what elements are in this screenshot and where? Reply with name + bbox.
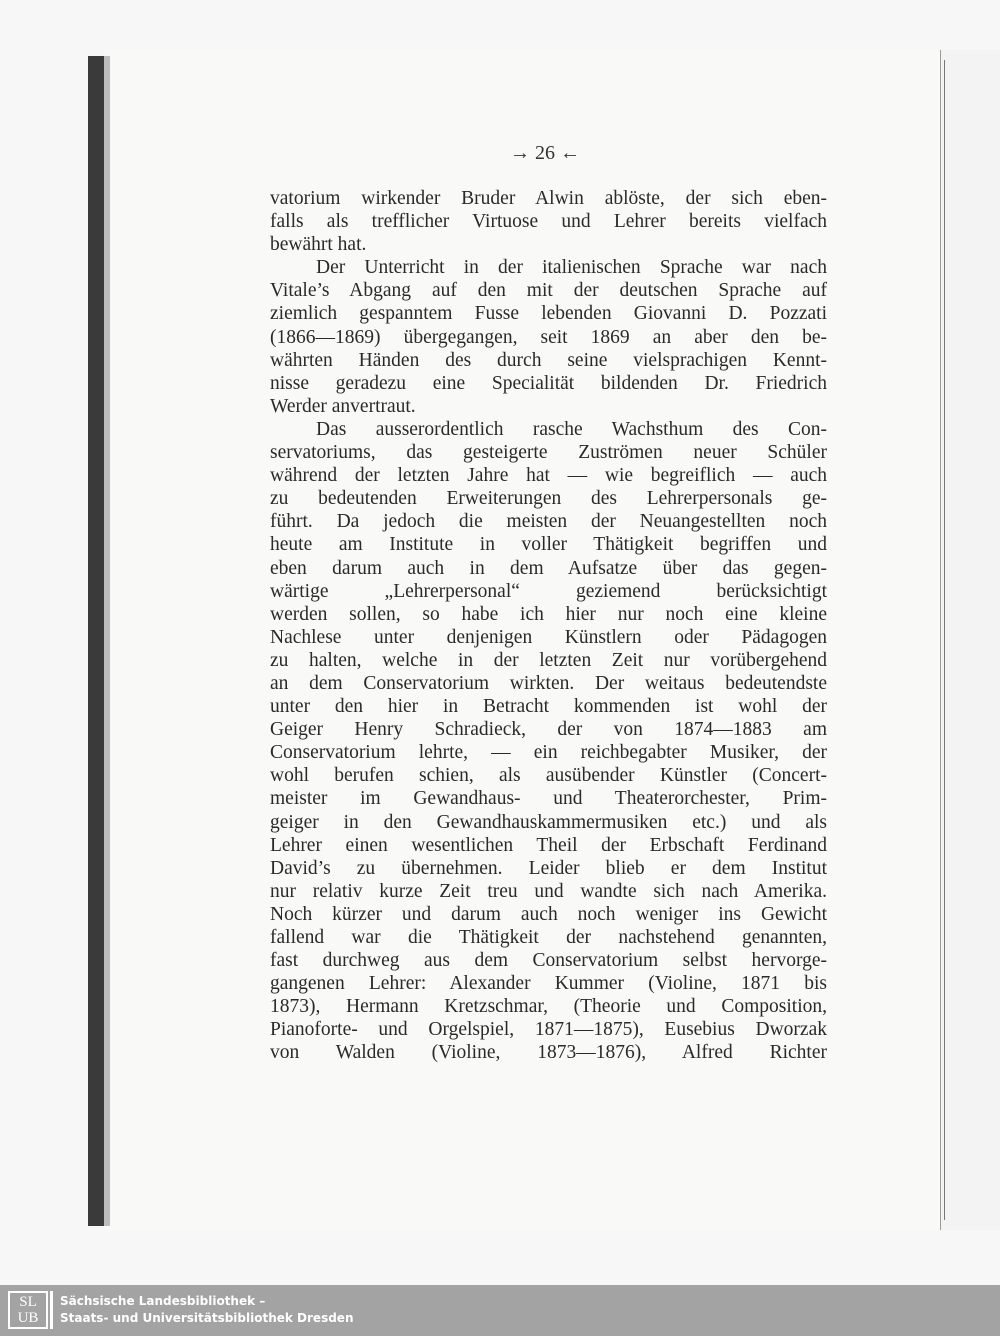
text-line: geiger in den Gewandhauskammermusiken etc.) und als [270, 811, 827, 833]
text-line: Der Unterricht in der italienischen Sprache war nach [316, 257, 827, 279]
text-line: Noch kürzer und darum auch noch weniger ins Gewicht [270, 903, 827, 925]
text-line: falls als trefflicher Virtuose und Lehrer bereits vielfach [270, 211, 827, 233]
text-line: David’s zu übernehmen. Leider blieb er dem Institut [270, 857, 827, 879]
text-line: werden sollen, so habe ich hier nur noch eine kleine [270, 603, 827, 625]
slub-logo: SL UB [8, 1291, 48, 1329]
text-line: bewährt hat. [270, 234, 367, 256]
text-line: von Walden (Violine, 1873—1876), Alfred Richter [270, 1042, 827, 1064]
text-line: wohl berufen schien, als ausübender Künstler (Concert- [270, 765, 827, 787]
text-line: unter den hier in Betracht kommenden ist wohl der [270, 696, 827, 718]
logo-bar [50, 1291, 53, 1329]
text-line: vatorium wirkender Bruder Alwin ablöste, der sich eben- [270, 188, 827, 209]
library-footer [0, 1285, 1000, 1336]
text-line: während der letzten Jahre hat — wie begreiflich — auch [270, 465, 827, 487]
text-line: währten Händen des durch seine vielsprachigen Kennt- [270, 349, 827, 371]
book-spine-shadow [104, 56, 110, 1226]
footer-line-1: Sächsische Landesbibliothek – [60, 1294, 266, 1308]
text-line: nisse geradezu eine Specialität bildenden Dr. Friedrich [270, 372, 827, 394]
text-line: nur relativ kurze Zeit treu und wandte sich nach Amerika. [270, 880, 827, 902]
text-line: Vitale’s Abgang auf den mit der deutschen Sprache auf [270, 280, 827, 302]
facing-page-edge [940, 50, 1000, 1230]
text-line: Werder anvertraut. [270, 395, 416, 417]
page-number-header: → 26 ← [510, 142, 580, 164]
text-line: heute am Institute in voller Thätigkeit begriffen und [270, 534, 827, 556]
footer-line-2: Staats- und Universitätsbibliothek Dresden [60, 1311, 354, 1325]
text-line: servatoriums, das gesteigerte Zuströmen neuer Schüler [270, 442, 827, 464]
text-line: wärtige „Lehrerpersonal“ geziemend berücksichtigt [270, 580, 827, 602]
text-line: führt. Da jedoch die meisten der Neuangestellten noch [270, 511, 827, 533]
text-line: Das ausserordentlich rasche Wachsthum des Con- [316, 418, 827, 440]
text-line: an dem Conservatorium wirkten. Der weitaus bedeutendste [270, 672, 827, 694]
text-line: Geiger Henry Schradieck, der von 1874—1883 am [270, 719, 827, 741]
book-spine [88, 56, 104, 1226]
body-text [270, 187, 827, 1065]
text-line: zu halten, welche in der letzten Zeit nur vorübergehend [270, 649, 827, 671]
text-line: fast durchweg aus dem Conservatorium selbst hervorge- [270, 950, 827, 972]
text-line: meister im Gewandhaus- und Theaterorchester, Prim- [270, 788, 827, 810]
text-line: ziemlich gespanntem Fusse lebenden Giovanni D. Pozzati [270, 303, 827, 325]
page-edge-line [944, 60, 945, 1220]
text-line: zu bedeutenden Erweiterungen des Lehrerpersonals ge- [270, 488, 827, 510]
text-line: Pianoforte- und Orgelspiel, 1871—1875), Eusebius Dworzak [270, 1019, 827, 1041]
text-line: Conservatorium lehrte, — ein reichbegabter Musiker, der [270, 742, 827, 764]
text-line: fallend war die Thätigkeit der nachstehend genannten, [270, 927, 827, 948]
text-line: eben darum auch in dem Aufsatze über das gegen- [270, 557, 827, 579]
text-line: Lehrer einen wesentlichen Theil der Erbschaft Ferdinand [270, 834, 827, 856]
text-line: Nachlese unter denjenigen Künstlern oder Pädagogen [270, 626, 827, 648]
text-line: gangenen Lehrer: Alexander Kummer (Violine, 1871 bis [270, 973, 827, 995]
text-line: 1873), Hermann Kretzschmar, (Theorie und Composition, [270, 996, 827, 1018]
text-line: (1866—1869) übergegangen, seit 1869 an aber den be- [270, 326, 827, 348]
